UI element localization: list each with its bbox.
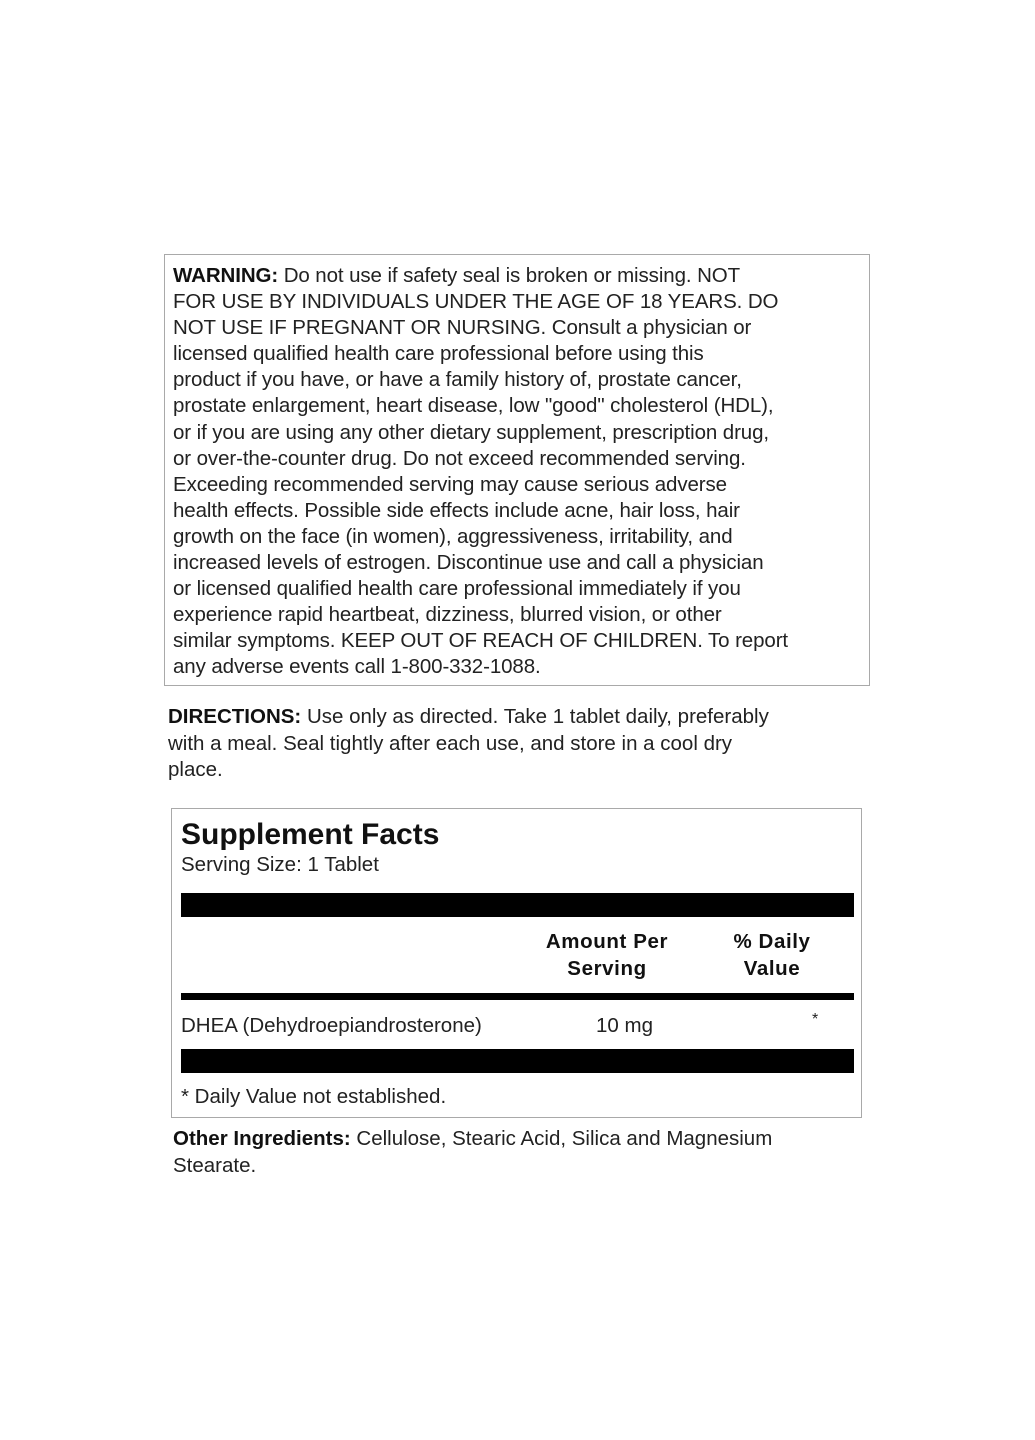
other-ingredients-line: Stearate. <box>173 1153 257 1177</box>
warning-line: Exceeding recommended serving may cause serious adverse <box>173 472 727 496</box>
warning-line: or if you are using any other dietary supplement, prescription drug, <box>173 420 769 444</box>
dv-header-line2: Value <box>743 956 801 980</box>
directions-label: DIRECTIONS: <box>168 705 302 728</box>
warning-line: similar symptoms. KEEP OUT OF REACH OF CHILDREN. To report <box>173 629 789 653</box>
supplement-facts-title: Supplement Facts <box>181 818 440 851</box>
daily-value-footnote: * Daily Value not established. <box>181 1085 447 1108</box>
warning-line: experience rapid heartbeat, dizziness, blurred vision, or other <box>173 603 722 627</box>
amount-per-serving-header <box>532 929 682 982</box>
directions-line: with a meal. Seal tightly after each use, and store in a cool dry <box>168 731 733 755</box>
other-ingredients-line <box>173 1126 873 1153</box>
directions-line <box>168 704 868 731</box>
warning-line: prostate enlargement, heart disease, low "good" cholesterol (HDL), <box>173 394 774 418</box>
warning-line: or over-the-counter drug. Do not exceed recommended serving. <box>173 446 746 470</box>
daily-value-header <box>720 929 824 982</box>
warning-label: WARNING: <box>173 264 279 287</box>
warning-line: any adverse events call 1-800-332-1088. <box>173 655 541 679</box>
supplement-facts-panel <box>171 808 862 1118</box>
ingredient-name: DHEA (Dehydroepiandrosterone) <box>181 1014 482 1037</box>
dv-header-line1: % Daily <box>733 930 811 953</box>
other-ingredients-text: Cellulose, Stearic Acid, Silica and Magnesium <box>350 1127 773 1150</box>
divider-bar <box>181 993 854 1000</box>
warning-line: increased levels of estrogen. Discontinue use and call a physician <box>173 551 764 575</box>
warning-line: health effects. Possible side effects include acne, hair loss, hair <box>173 498 740 522</box>
warning-line: or licensed qualified health care professional immediately if you <box>173 577 741 601</box>
serving-size: Serving Size: 1 Tablet <box>181 853 379 876</box>
warning-line: NOT USE IF PREGNANT OR NURSING. Consult a physician or <box>173 316 752 340</box>
ingredient-daily-value: * <box>812 1011 819 1028</box>
warning-box <box>164 254 870 686</box>
directions-section <box>168 704 868 784</box>
divider-bar <box>181 893 854 917</box>
other-ingredients-label: Other Ingredients: <box>173 1127 351 1150</box>
warning-text: Do not use if safety seal is broken or missing. NOT <box>278 264 741 287</box>
divider-bar <box>181 1049 854 1073</box>
warning-line: growth on the face (in women), aggressiveness, irritability, and <box>173 524 733 548</box>
amount-header-line2: Serving <box>567 956 647 980</box>
warning-line: FOR USE BY INDIVIDUALS UNDER THE AGE OF 18 YEARS. DO <box>173 290 779 314</box>
directions-line: place. <box>168 758 223 781</box>
warning-line: licensed qualified health care professional before using this <box>173 342 704 366</box>
ingredient-amount: 10 mg <box>596 1014 653 1037</box>
other-ingredients-section <box>173 1126 873 1179</box>
warning-line <box>173 263 861 289</box>
amount-header-line1: Amount Per <box>545 930 669 953</box>
warning-line: product if you have, or have a family history of, prostate cancer, <box>173 368 742 392</box>
directions-text: Use only as directed. Take 1 tablet daily, preferably <box>301 705 769 728</box>
